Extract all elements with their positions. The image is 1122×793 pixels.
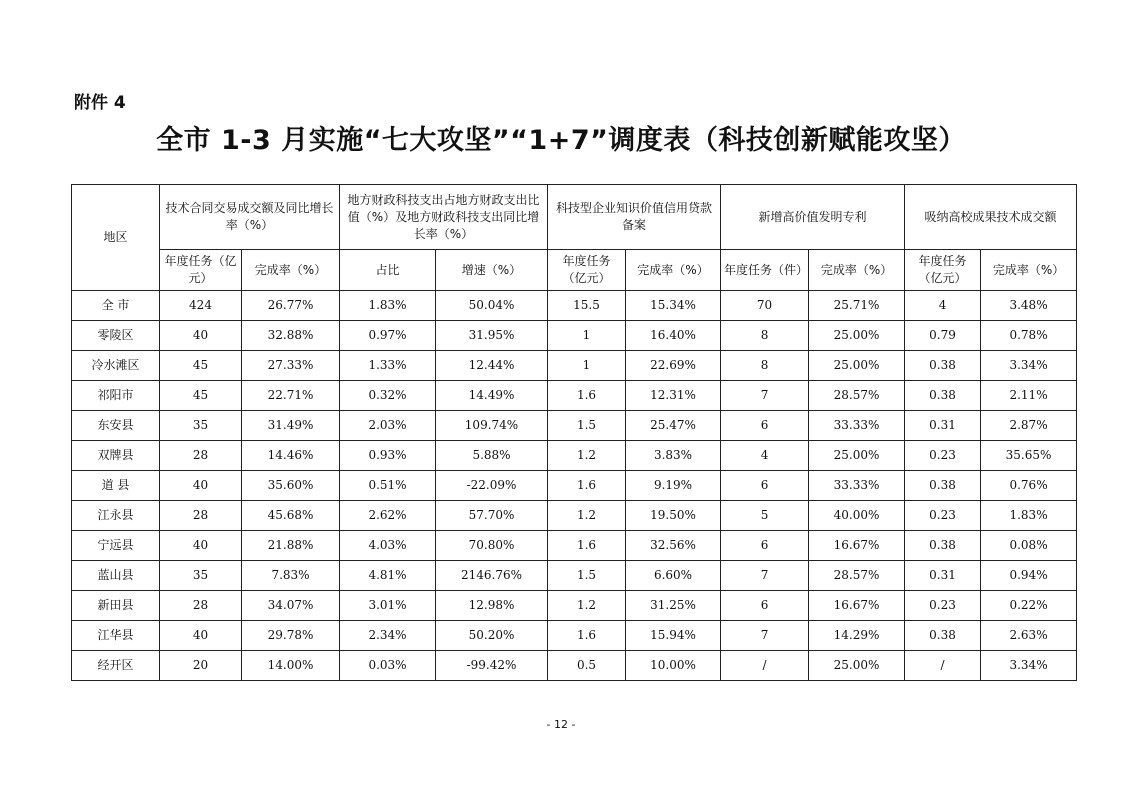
value-cell: 25.71% xyxy=(809,291,905,321)
region-cell: 冷水滩区 xyxy=(72,351,160,381)
value-cell: 28 xyxy=(160,501,242,531)
value-cell: 1.6 xyxy=(548,621,626,651)
value-cell: 45 xyxy=(160,351,242,381)
value-cell: 28.57% xyxy=(809,381,905,411)
value-cell: 1 xyxy=(548,321,626,351)
value-cell: 14.00% xyxy=(242,651,340,681)
value-cell: 6 xyxy=(721,471,809,501)
value-cell: 2.62% xyxy=(340,501,436,531)
value-cell: 0.93% xyxy=(340,441,436,471)
value-cell: 40 xyxy=(160,471,242,501)
table-row xyxy=(72,501,1077,531)
table-row xyxy=(72,531,1077,561)
value-cell: 2.87% xyxy=(981,411,1077,441)
value-cell: 35.65% xyxy=(981,441,1077,471)
value-cell: 0.23 xyxy=(905,501,981,531)
subheader-completion-rate: 完成率（%） xyxy=(242,250,340,291)
value-cell: 3.34% xyxy=(981,651,1077,681)
value-cell: 25.00% xyxy=(809,351,905,381)
group-header-fiscal-spending: 地方财政科技支出占地方财政支出比值（%）及地方财政科技支出同比增长率（%） xyxy=(340,185,548,250)
value-cell: 0.76% xyxy=(981,471,1077,501)
subheader-annual-task: 年度任务（亿元） xyxy=(548,250,626,291)
table-row xyxy=(72,561,1077,591)
value-cell: 33.33% xyxy=(809,471,905,501)
value-cell: 12.31% xyxy=(626,381,721,411)
region-cell: 蓝山县 xyxy=(72,561,160,591)
table-row xyxy=(72,591,1077,621)
value-cell: 16.40% xyxy=(626,321,721,351)
region-cell: 祁阳市 xyxy=(72,381,160,411)
value-cell: 0.38 xyxy=(905,471,981,501)
value-cell: 28 xyxy=(160,441,242,471)
value-cell: 2.63% xyxy=(981,621,1077,651)
value-cell: 109.74% xyxy=(436,411,548,441)
value-cell: 1.6 xyxy=(548,531,626,561)
table-row xyxy=(72,381,1077,411)
value-cell: 1 xyxy=(548,351,626,381)
value-cell: 14.46% xyxy=(242,441,340,471)
value-cell: 0.22% xyxy=(981,591,1077,621)
value-cell: 6 xyxy=(721,411,809,441)
value-cell: 22.69% xyxy=(626,351,721,381)
value-cell: 0.78% xyxy=(981,321,1077,351)
value-cell: 0.79 xyxy=(905,321,981,351)
value-cell: / xyxy=(905,651,981,681)
table-row xyxy=(72,471,1077,501)
value-cell: 6 xyxy=(721,531,809,561)
value-cell: 3.48% xyxy=(981,291,1077,321)
value-cell: 1.6 xyxy=(548,471,626,501)
table-row xyxy=(72,291,1077,321)
value-cell: 5 xyxy=(721,501,809,531)
value-cell: 14.29% xyxy=(809,621,905,651)
value-cell: 0.31 xyxy=(905,411,981,441)
subheader-annual-task-count: 年度任务（件） xyxy=(721,250,809,291)
value-cell: 25.00% xyxy=(809,321,905,351)
value-cell: 0.51% xyxy=(340,471,436,501)
value-cell: -22.09% xyxy=(436,471,548,501)
value-cell: 31.95% xyxy=(436,321,548,351)
subheader-annual-task: 年度任务（亿元） xyxy=(905,250,981,291)
value-cell: 1.2 xyxy=(548,441,626,471)
value-cell: 10.00% xyxy=(626,651,721,681)
value-cell: 35 xyxy=(160,561,242,591)
attachment-label: 附件 4 xyxy=(74,93,126,113)
value-cell: 2.03% xyxy=(340,411,436,441)
value-cell: 31.25% xyxy=(626,591,721,621)
value-cell: 1.83% xyxy=(981,501,1077,531)
page-title: 全市 1-3 月实施“七大攻坚”“1+7”调度表（科技创新赋能攻坚） xyxy=(156,125,966,156)
value-cell: 19.50% xyxy=(626,501,721,531)
value-cell: 45.68% xyxy=(242,501,340,531)
value-cell: 8 xyxy=(721,351,809,381)
subheader-completion-rate: 完成率（%） xyxy=(981,250,1077,291)
table-row xyxy=(72,351,1077,381)
value-cell: 32.88% xyxy=(242,321,340,351)
subheader-share: 占比 xyxy=(340,250,436,291)
value-cell: 40 xyxy=(160,621,242,651)
region-cell: 道 县 xyxy=(72,471,160,501)
value-cell: 16.67% xyxy=(809,531,905,561)
page-number: - 12 - xyxy=(546,718,576,731)
value-cell: 2146.76% xyxy=(436,561,548,591)
region-header: 地区 xyxy=(72,185,160,291)
table-row xyxy=(72,411,1077,441)
value-cell: 1.83% xyxy=(340,291,436,321)
table-row xyxy=(72,621,1077,651)
region-cell: 江华县 xyxy=(72,621,160,651)
region-cell: 江永县 xyxy=(72,501,160,531)
value-cell: 31.49% xyxy=(242,411,340,441)
value-cell: 0.38 xyxy=(905,381,981,411)
value-cell: 6 xyxy=(721,591,809,621)
table-row xyxy=(72,441,1077,471)
value-cell: / xyxy=(721,651,809,681)
dispatch-table xyxy=(71,184,1077,681)
value-cell: 7 xyxy=(721,381,809,411)
table-row xyxy=(72,321,1077,351)
value-cell: 1.5 xyxy=(548,561,626,591)
value-cell: 4.03% xyxy=(340,531,436,561)
value-cell: 70 xyxy=(721,291,809,321)
group-header-university-tech: 吸纳高校成果技术成交额 xyxy=(905,185,1077,250)
region-cell: 零陵区 xyxy=(72,321,160,351)
subheader-growth: 增速（%） xyxy=(436,250,548,291)
value-cell: 28 xyxy=(160,591,242,621)
value-cell: 1.6 xyxy=(548,381,626,411)
region-cell: 经开区 xyxy=(72,651,160,681)
value-cell: 40 xyxy=(160,531,242,561)
value-cell: 1.33% xyxy=(340,351,436,381)
value-cell: 0.23 xyxy=(905,591,981,621)
value-cell: 25.47% xyxy=(626,411,721,441)
value-cell: 7 xyxy=(721,621,809,651)
value-cell: 1.5 xyxy=(548,411,626,441)
value-cell: 9.19% xyxy=(626,471,721,501)
value-cell: 0.38 xyxy=(905,351,981,381)
group-header-credit-loan: 科技型企业知识价值信用贷款备案 xyxy=(548,185,721,250)
value-cell: 1.2 xyxy=(548,501,626,531)
subheader-completion-rate: 完成率（%） xyxy=(809,250,905,291)
value-cell: 16.67% xyxy=(809,591,905,621)
value-cell: 2.34% xyxy=(340,621,436,651)
value-cell: 29.78% xyxy=(242,621,340,651)
value-cell: 25.00% xyxy=(809,441,905,471)
region-cell: 双牌县 xyxy=(72,441,160,471)
value-cell: 25.00% xyxy=(809,651,905,681)
value-cell: 35.60% xyxy=(242,471,340,501)
value-cell: 0.08% xyxy=(981,531,1077,561)
table-row xyxy=(72,651,1077,681)
value-cell: 4 xyxy=(721,441,809,471)
value-cell: 15.5 xyxy=(548,291,626,321)
value-cell: 70.80% xyxy=(436,531,548,561)
value-cell: 15.34% xyxy=(626,291,721,321)
table-body xyxy=(72,291,1077,681)
value-cell: 40 xyxy=(160,321,242,351)
value-cell: 3.83% xyxy=(626,441,721,471)
subheader-annual-task: 年度任务（亿元） xyxy=(160,250,242,291)
value-cell: 7.83% xyxy=(242,561,340,591)
value-cell: 0.32% xyxy=(340,381,436,411)
value-cell: 32.56% xyxy=(626,531,721,561)
region-cell: 全 市 xyxy=(72,291,160,321)
value-cell: 28.57% xyxy=(809,561,905,591)
value-cell: 6.60% xyxy=(626,561,721,591)
value-cell: 0.94% xyxy=(981,561,1077,591)
value-cell: 2.11% xyxy=(981,381,1077,411)
value-cell: 0.31 xyxy=(905,561,981,591)
value-cell: 0.23 xyxy=(905,441,981,471)
value-cell: 12.98% xyxy=(436,591,548,621)
value-cell: 35 xyxy=(160,411,242,441)
region-cell: 宁远县 xyxy=(72,531,160,561)
value-cell: 0.38 xyxy=(905,621,981,651)
value-cell: 14.49% xyxy=(436,381,548,411)
value-cell: 33.33% xyxy=(809,411,905,441)
region-cell: 东安县 xyxy=(72,411,160,441)
group-header-tech-contract: 技术合同交易成交额及同比增长率（%） xyxy=(160,185,340,250)
value-cell: 12.44% xyxy=(436,351,548,381)
value-cell: -99.42% xyxy=(436,651,548,681)
value-cell: 7 xyxy=(721,561,809,591)
value-cell: 45 xyxy=(160,381,242,411)
group-header-patents: 新增高价值发明专利 xyxy=(721,185,905,250)
value-cell: 26.77% xyxy=(242,291,340,321)
value-cell: 3.01% xyxy=(340,591,436,621)
value-cell: 34.07% xyxy=(242,591,340,621)
value-cell: 1.2 xyxy=(548,591,626,621)
value-cell: 22.71% xyxy=(242,381,340,411)
value-cell: 0.97% xyxy=(340,321,436,351)
value-cell: 5.88% xyxy=(436,441,548,471)
value-cell: 20 xyxy=(160,651,242,681)
region-cell: 新田县 xyxy=(72,591,160,621)
subheader-completion-rate: 完成率（%） xyxy=(626,250,721,291)
value-cell: 4 xyxy=(905,291,981,321)
value-cell: 3.34% xyxy=(981,351,1077,381)
value-cell: 0.38 xyxy=(905,531,981,561)
value-cell: 8 xyxy=(721,321,809,351)
value-cell: 0.03% xyxy=(340,651,436,681)
value-cell: 424 xyxy=(160,291,242,321)
value-cell: 4.81% xyxy=(340,561,436,591)
value-cell: 0.5 xyxy=(548,651,626,681)
value-cell: 50.20% xyxy=(436,621,548,651)
value-cell: 57.70% xyxy=(436,501,548,531)
value-cell: 40.00% xyxy=(809,501,905,531)
value-cell: 15.94% xyxy=(626,621,721,651)
value-cell: 21.88% xyxy=(242,531,340,561)
value-cell: 50.04% xyxy=(436,291,548,321)
value-cell: 27.33% xyxy=(242,351,340,381)
